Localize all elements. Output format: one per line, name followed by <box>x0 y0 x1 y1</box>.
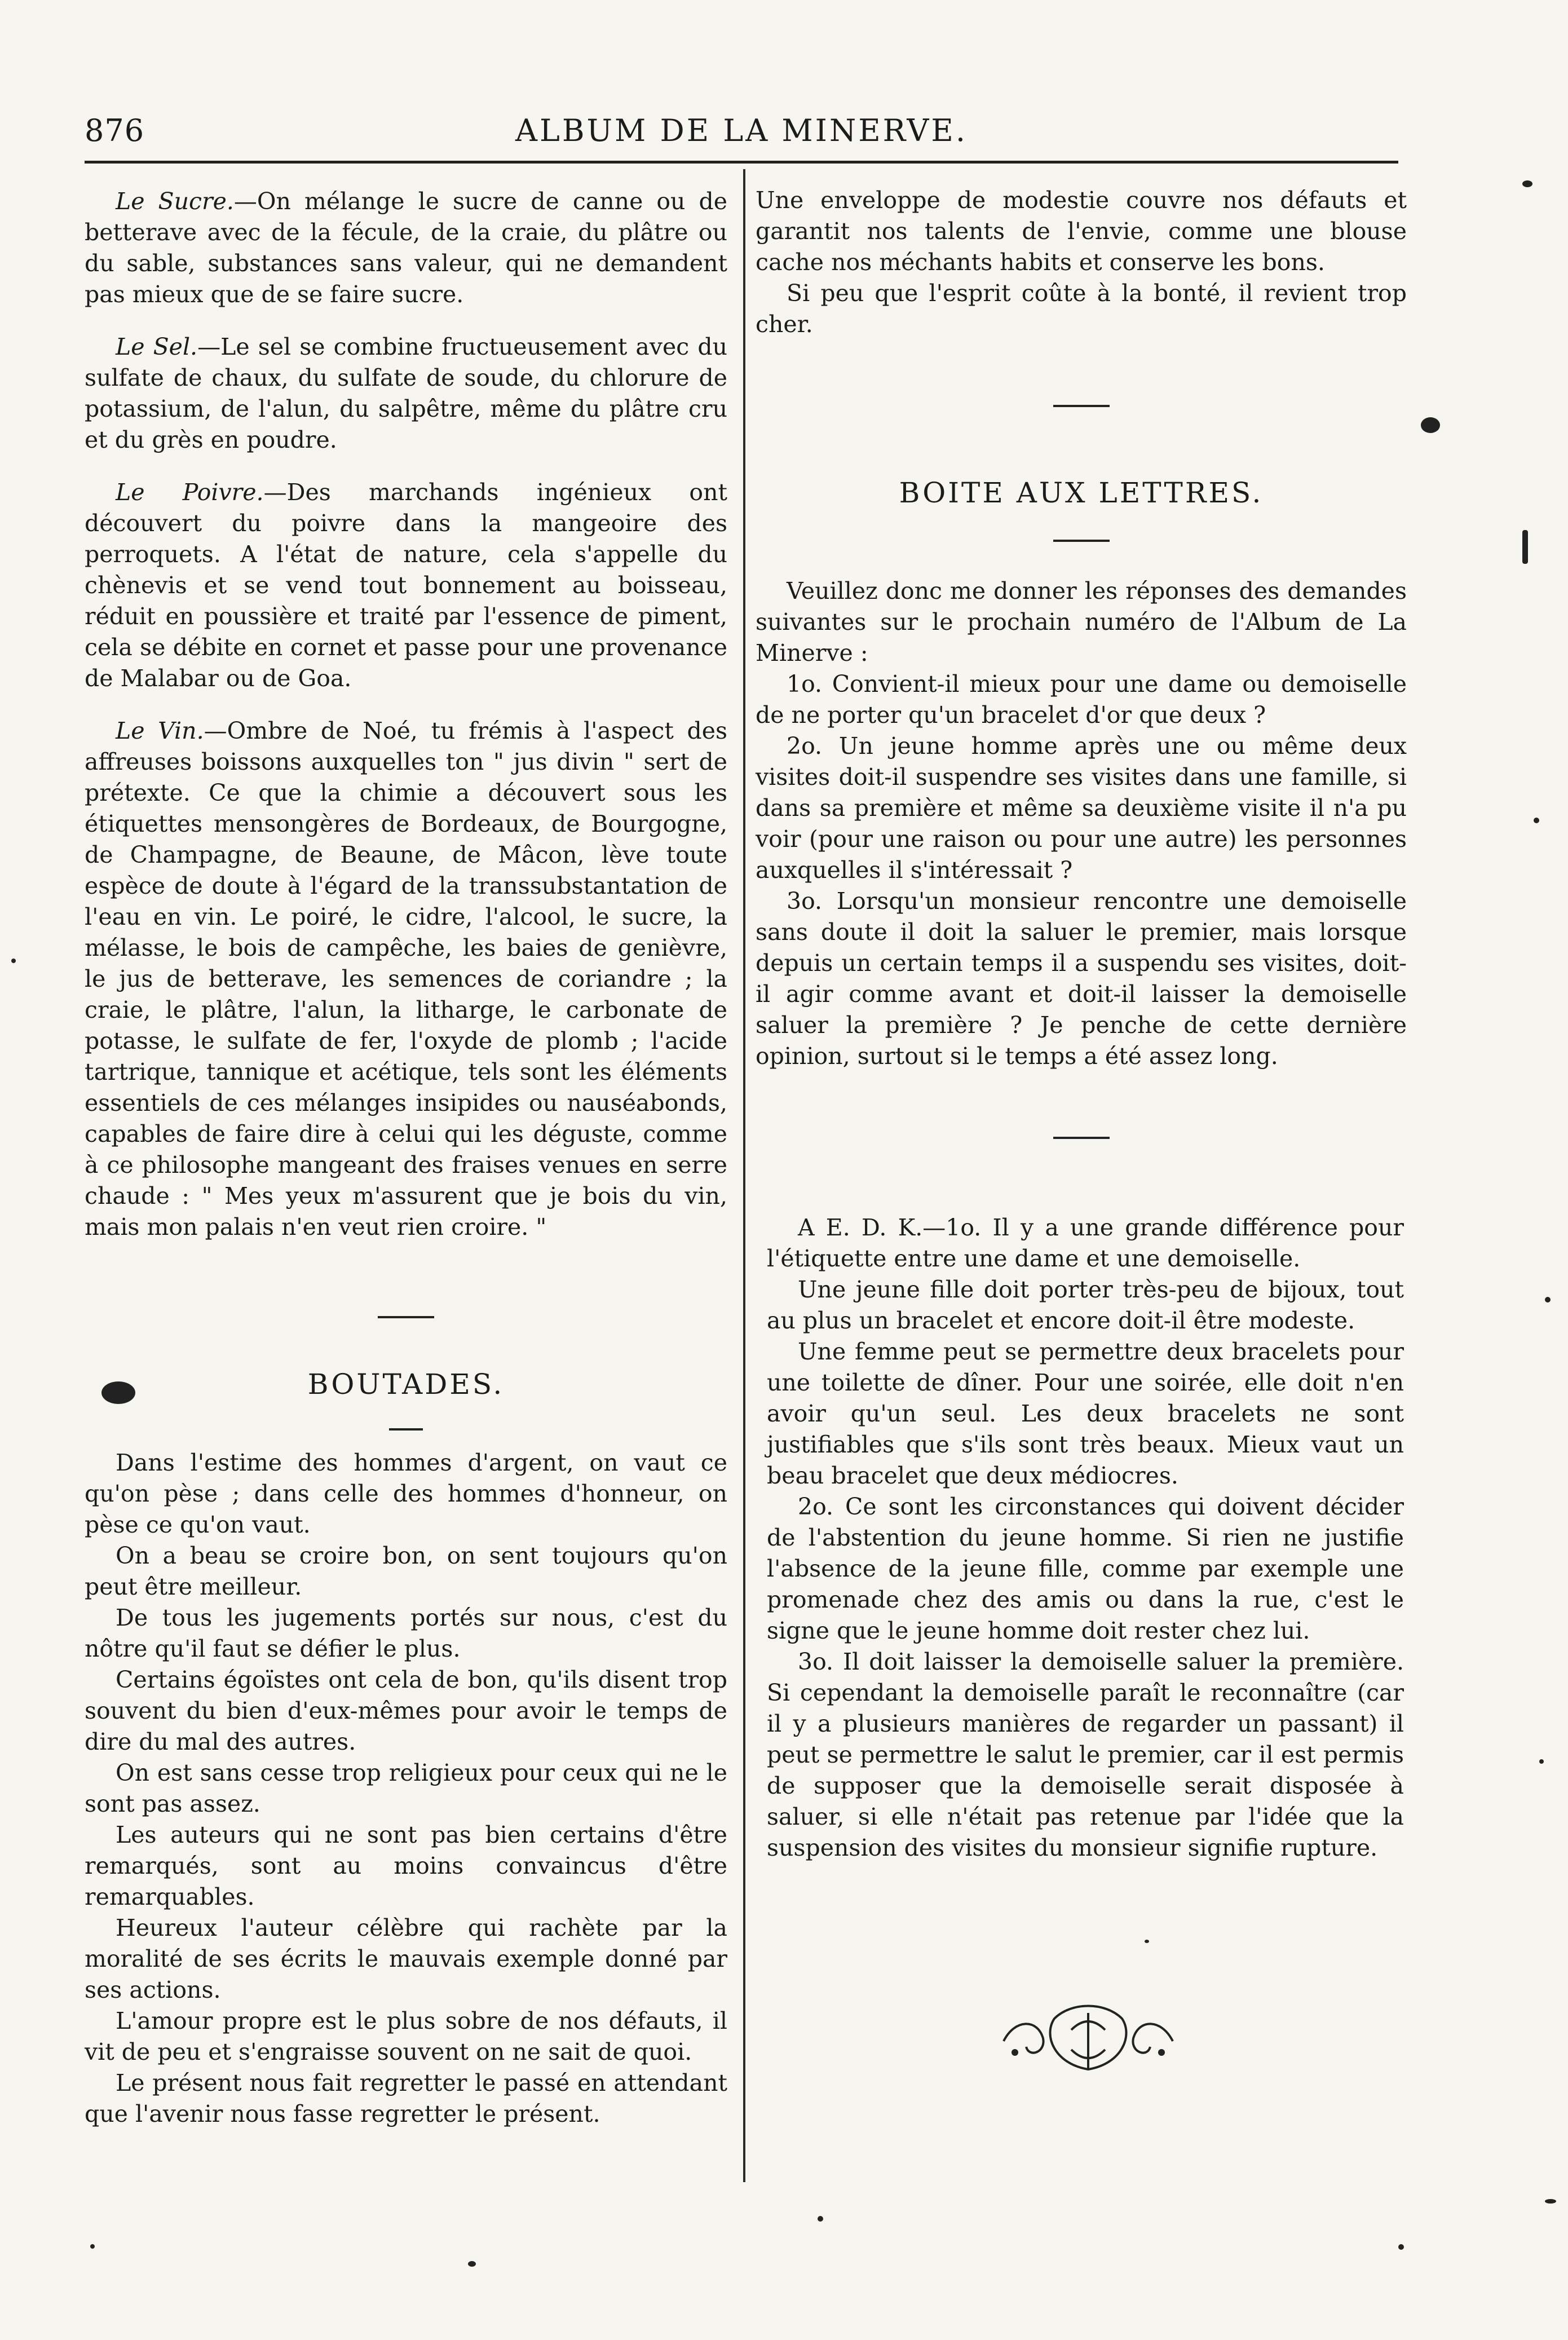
boutade-item: Le présent nous fait regretter le passé en attendant que l'avenir nous fasse regretter le présent. <box>85 2069 727 2127</box>
lead-sucre: Le Sucre. <box>116 188 234 215</box>
boutade-item: Heureux l'auteur célèbre qui rachète par la moralité de ses écrits le mauvais exemple donné par ses actions. <box>85 1914 727 2003</box>
letter-question: 1o. Convient-il mieux pour une dame ou demoiselle de ne porter qu'un bracelet d'or que deux ? <box>756 670 1407 729</box>
reply-section <box>767 1212 1404 1864</box>
text-sel: —Le sel se combine fructueusement avec du sulfate de chaux, du sulfate de soude, du chlorure de potassium, de l'alun, du salpêtre, même du plâtre cru et du grès en poudre. <box>85 333 727 453</box>
boutade-item: L'amour propre est le plus sobre de nos défauts, il vit de peu et s'engraisse souvent on ne sait de quoi. <box>85 2007 727 2065</box>
letter-question: 3o. Lorsqu'un monsieur rencontre une demoiselle sans doute il doit la saluer le premier, mais lorsque depuis un certain temps il a suspendu ses visites, doit-il agir comme avant et doit-il laisser la demoiselle saluer la première ? Je penche de cette dernière opinion, surtout si le temps a été assez long. <box>756 888 1407 1070</box>
reply-paragraph: Une jeune fille doit porter très-peu de bijoux, tout au plus un bracelet et encore doit-il être modeste. <box>767 1276 1404 1334</box>
lead-poivre: Le Poivre. <box>116 479 264 506</box>
left-column <box>85 186 727 2130</box>
reply-paragraph: Une femme peut se permettre deux bracelets pour une toilette de dîner. Pour une soirée, elle doit n'en avoir qu'un seul. Les deux bracelets ne sont justifiables que s'ils sont très beaux. Mieux vaut un beau bracelet que deux médiocres. <box>767 1338 1404 1489</box>
boutade-item: Certains égoïstes ont cela de bon, qu'ils disent trop souvent du bien d'eux-mêmes pour avoir le temps de dire du mal des autres. <box>85 1666 727 1755</box>
page-number: 876 <box>85 113 145 148</box>
text-poivre: —Des marchands ingénieux ont découvert du poivre dans la mangeoire des perroquets. A l'état de nature, cela s'appelle du chènevis et se vend tout bonnement au boisseau, réduit en poussière et traité par l'essence de piment, cela se débite en cornet et passe pour une provenance de Malabar ou de Goa. <box>85 479 727 692</box>
column-divider <box>743 169 745 2182</box>
maxim-paragraph: Une enveloppe de modestie couvre nos défauts et garantit nos talents de l'envie, comme une blouse cache nos méchants habits et conserve les bons. <box>756 187 1407 276</box>
maxim-paragraph: Si peu que l'esprit coûte à la bonté, il revient trop cher. <box>756 280 1407 338</box>
lead-vin: Le Vin. <box>116 717 204 744</box>
reply-lead: A E. D. K. <box>798 1214 923 1241</box>
boutades-title: BOUTADES. <box>307 1368 505 1401</box>
reply-paragraph: 3o. Il doit laisser la demoiselle saluer la première. Si cependant la demoiselle paraît le reconnaître (car il y a plusieurs manières de regarder un passant) il peut se permettre le salut le premier, car il est permis de supposer que la demoiselle serait disposée à saluer, si elle n'était pas retenue par l'idée que la suspension des visites du monsieur signifie rupture. <box>767 1648 1404 1861</box>
boutade-item: De tous les jugements portés sur nous, c'est du nôtre qu'il faut se défier le plus. <box>85 1604 727 1662</box>
paragraph-sucre <box>85 186 727 310</box>
letter-intro: Veuillez donc me donner les réponses des demandes suivantes sur le prochain numéro de l'Album de La Minerve : <box>756 577 1407 666</box>
boutade-item: Les auteurs qui ne sont pas bien certains d'être remarqués, sont au moins convaincus d'être remarquables. <box>85 1821 727 1910</box>
reply-paragraph: 2o. Ce sont les circonstances qui doivent décider de l'abstention du jeune homme. Si rien ne justifie l'absence de la jeune fille, comme par exemple une promenade chez des amis ou dans la rue, c'est le signe que le jeune homme doit rester chez lui. <box>767 1493 1404 1644</box>
paragraph-vin <box>85 716 727 1243</box>
boutade-item: On est sans cesse trop religieux pour ceux qui ne le sont pas assez. <box>85 1759 727 1817</box>
text-sucre: —On mélange le sucre de canne ou de betterave avec de la fécule, de la craie, du plâtre ou du sable, substances sans valeur, qui ne demandent pas mieux que de se faire sucre. <box>85 188 728 308</box>
running-head: ALBUM DE LA MINERVE. <box>515 113 968 148</box>
paragraph-sel <box>85 332 727 456</box>
lead-sel: Le Sel. <box>116 333 198 360</box>
boutade-item: On a beau se croire bon, on sent toujours qu'on peut être meilleur. <box>85 1542 727 1600</box>
letter-question: 2o. Un jeune homme après une ou même deux visites doit-il suspendre ses visites dans une famille, si dans sa première et même sa deuxième visite il n'a pu voir (pour une raison ou pour une autre) les personnes auxquelles il s'intéressait ? <box>756 732 1407 884</box>
paragraph-poivre <box>85 477 727 694</box>
boite-title: BOITE AUX LETTRES. <box>899 476 1264 509</box>
section-rule <box>1053 1137 1110 1139</box>
boutade-item: Dans l'estime des hommes d'argent, on vaut ce qu'on pèse ; dans celle des hommes d'honneur, on pèse ce qu'on vaut. <box>85 1449 727 1538</box>
right-column <box>756 185 1407 1139</box>
ornament-flourish-icon <box>992 1996 1184 2081</box>
text-vin: —Ombre de Noé, tu frémis à l'aspect des affreuses boissons auxquelles ton " jus divin " sert de prétexte. Ce que la chimie a découvert sous les étiquettes mensongères de Bordeaux, de Bourgogne, de Champagne, de Beaune, de Mâcon, lève toute espèce de doute à l'égard de la transsubstantation de l'eau en vin. Le poiré, le cidre, l'alcool, le sucre, la mélasse, le bois de campêche, les baies de genièvre, le jus de betterave, les semences de coriandre ; la craie, le plâtre, l'alun, la litharge, le carbonate de potasse, le sulfate de fer, l'oxyde de plomb ; l'acide tartrique, tannique et acétique, tels sont les éléments essentiels de ces mélanges insipides ou nauséabonds, capables de faire dire à celui qui les déguste, comme à ce philosophe mangeant des fraises venues en serre chaude : " Mes yeux m'assurent que je bois du vin, mais mon palais n'en veut rien croire. " <box>85 717 728 1240</box>
header-rule <box>85 161 1398 164</box>
reply-text: —1o. Il y a une grande différence pour l'étiquette entre une dame et une demoiselle. <box>767 1214 1404 1272</box>
reply-first <box>767 1212 1404 1274</box>
